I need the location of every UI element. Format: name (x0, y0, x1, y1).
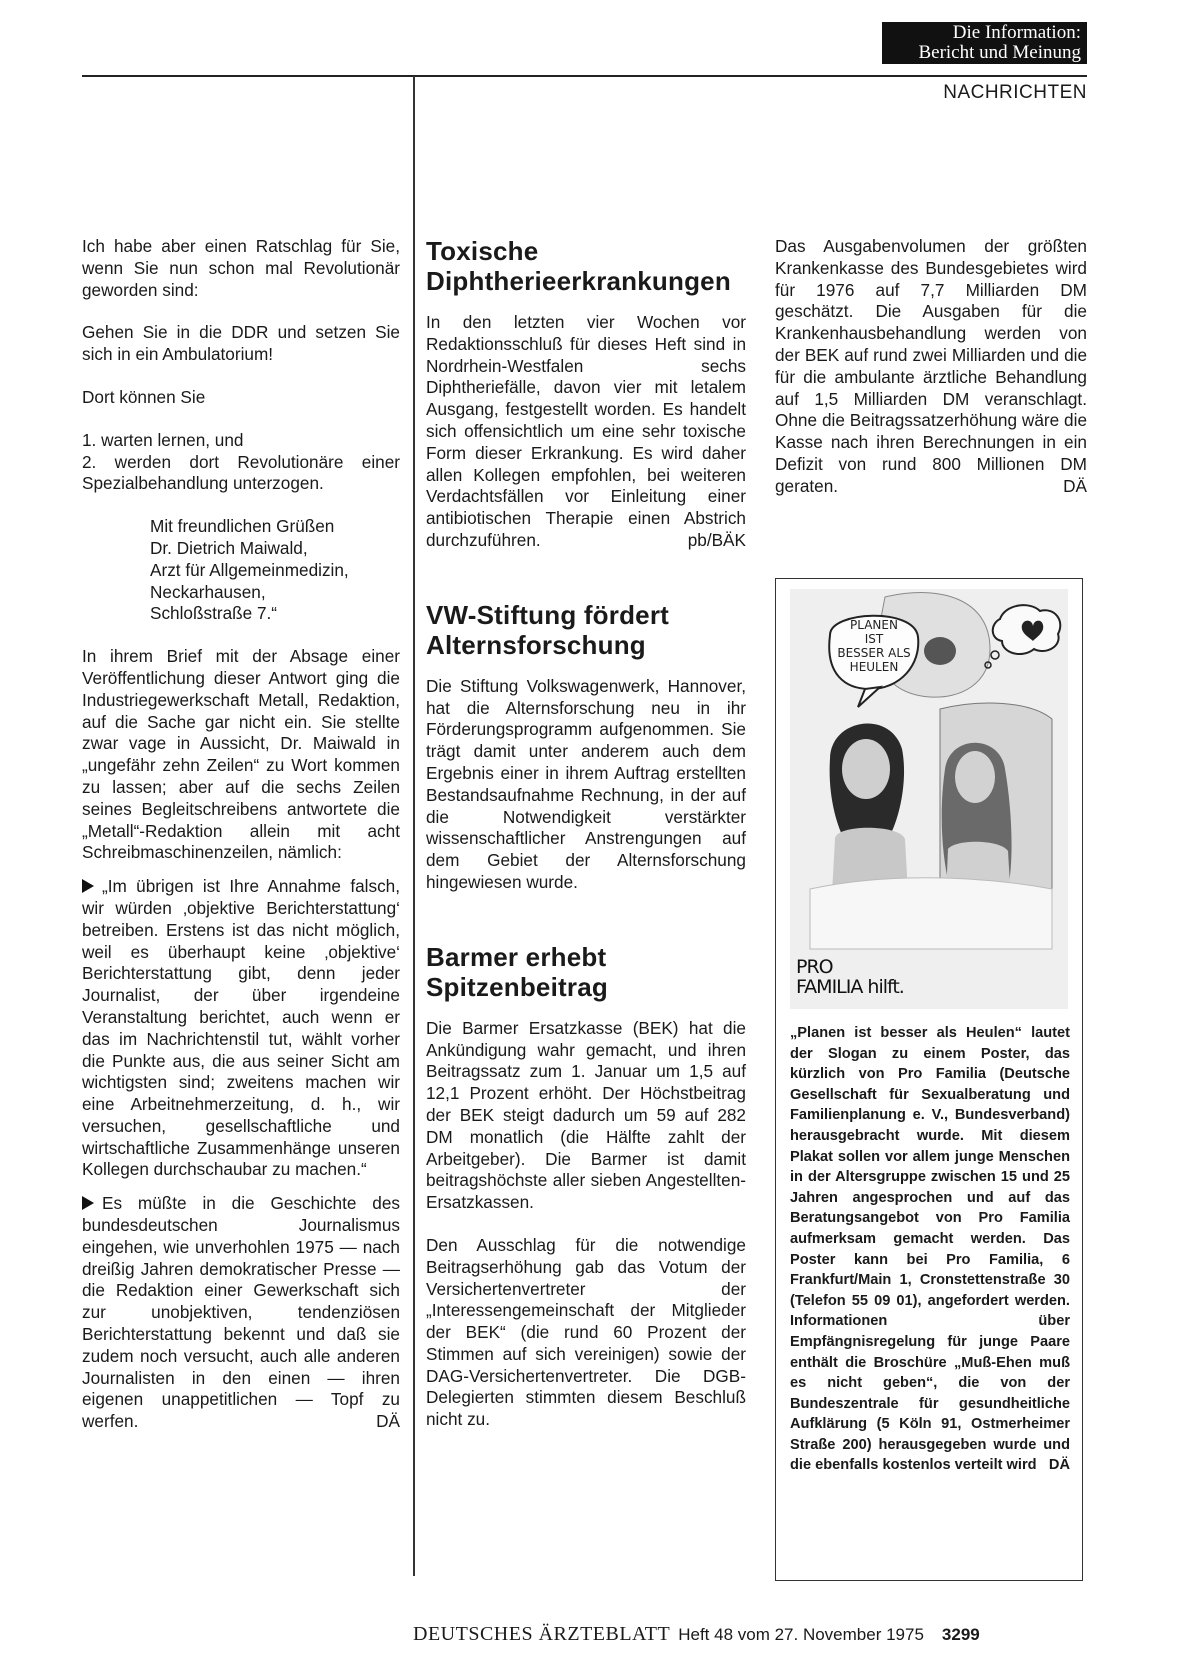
column-middle (426, 236, 746, 1431)
signature-line: Mit freundlichen Grüßen (150, 516, 335, 537)
logo-text: FAMILIA hilft. (796, 976, 904, 998)
header-label-box (882, 22, 1087, 64)
article-paragraph (775, 236, 1087, 498)
column-left (82, 236, 400, 1433)
signature-line: Neckarhausen, (150, 581, 266, 602)
signature-line: Dr. Dietrich Maiwald, (150, 537, 308, 558)
author-sign: pb/BÄK (687, 529, 746, 550)
article-paragraph: Die Stiftung Volkswagenwerk, Hannover, hat die Alternsforschung neu in ihr Förderungsprogramm aufgenommen. Sie trägt damit unter anderem auch dem Ergebnis einer in ihrem Auftrag erstellten Bestandsaufnahme Rechnung, in der auf die Notwendigkeit verstärkter wissenschaftlicher Anstrengungen auf dem Gebiet der Alternsforschung hingewiesen wurde. (426, 675, 746, 892)
article-headline: Barmer erhebt Spitzenbeitrag (426, 941, 608, 1002)
letter-list-item: 2. werden dort Revolutionäre einer Spezialbehandlung unterzogen. (82, 451, 400, 494)
article-paragraph (82, 1193, 400, 1433)
bullet-triangle-icon (82, 879, 94, 893)
page-footer (413, 1623, 980, 1646)
letter-list-item: 1. warten lernen, und (82, 429, 244, 450)
header-label-line1: Die Information: (952, 22, 1081, 43)
caption-text: „Planen ist besser als Heulen“ lautet der Slogan zu einem Poster, das kürzlich von Pro Familia (Deutsche Gesellschaft für Sexualberatung und Familienplanung e. V., Bundesverband) herausgebracht wurde. Mit diesem Plakat sollen vor allem junge Menschen in der Altersgruppe zwischen 15 und 25 Jahren angesprochen und auf das Beratungsangebot von Pro Familia aufmerksam gemacht werden. Das Poster kann bei Pro Familia, 6 Frankfurt/Main 1, Cronstettenstraße 30 (Telefon 55 09 01), angefordert werden. Informationen über Empfängnisregelung für junge Paare enthält die Broschüre „Muß-Ehen muß es nicht geben“, die von der Bundeszentrale für gesundheitliche Aufklärung (5 Köln 91, Ostmerheimer Straße 200) herausgegeben wurde und die ebenfalls kostenlos verteilt wird (790, 1025, 1070, 1474)
top-rule (82, 75, 1087, 77)
author-sign: DÄ (376, 1411, 400, 1432)
article-headline: Toxische Diphtherieerkrankungen (426, 236, 731, 296)
bullet-triangle-icon (82, 1196, 94, 1210)
letter-paragraph: Ich habe aber einen Ratschlag für Sie, wenn Sie nun schon mal Revolutionär geworden sind: (82, 236, 400, 300)
section-title: NACHRICHTEN (943, 82, 1087, 103)
column-divider (413, 76, 415, 1576)
quote-text: „Im übrigen ist Ihre Annahme falsch, wir würden ‚objektive Berichterstattung‘ betreiben. Erstens ist das nicht möglich, weil es überhaupt keine ‚objektive‘ Berichterstattung gibt, denn jeder Journalist, der über irgendeine Veranstaltung berichtet, auch wenn er das im Nachrichtenstil tut, wählt vorher die Punkte aus, die aus seiner Sicht am wichtigsten sind; zweitens machen wir eine Arbeitnehmerzeitung, d. h., wir versuchen, gesellschaftliche und wirtschaftliche Zusammenhänge unseren Kollegen durchschaubar zu machen.“ (82, 876, 400, 1180)
letter-paragraph: Dort können Sie (82, 386, 206, 407)
signature-line: Arzt für Allgemeinmedizin, (150, 559, 349, 580)
bubble-text: IST (864, 632, 884, 646)
signature-line: Schloßstraße 7.“ (150, 603, 278, 624)
paragraph-text: In den letzten vier Wochen vor Redaktionsschluß für dieses Heft sind in Nordrhein-Westfalen sechs Diphtheriefälle, davon vier mit letalem Ausgang, festgestellt worden. Es handelt sich offensichtlich um eine sehr toxische Form dieser Erkrankung. Es wird daher allen Kollegen empfohlen, bei weiteren Verdachtsfällen vor Einleitung einer antibiotischen Therapie einen Abstrich durchzuführen. (426, 312, 746, 550)
bubble-text: HEULEN (849, 660, 899, 674)
article-paragraph: Den Ausschlag für die notwendige Beitragserhöhung gab das Votum der Versichertenvertreter der „Interessengemeinschaft der Mitglieder der BEK“ (die rund 60 Prozent der Stimmen auf sich vereinigen) sowie der DAG-Versichertenvertreter. Die DGB-Delegierten stimmten diesem Beschluß nicht zu. (426, 1234, 746, 1430)
article-paragraph: Die Barmer Ersatzkasse (BEK) hat die Ankündigung wahr gemacht, und ihren Beitragssatz zum 1. Januar um 1,5 auf 12,1 Prozent erhöht. Der Höchstbeitrag der BEK steigt dadurch um 59 auf 282 DM monatlich (die Hälfte zahlt der Arbeitgeber). Die Barmer ist damit beitragshöchste aller sieben Angestellten-Ersatzkassen. (426, 1017, 746, 1213)
poster-caption (790, 1023, 1070, 1476)
bubble-text: BESSER ALS (837, 646, 911, 660)
paragraph-text: Es müßte in die Geschichte des bundesdeutschen Journalismus eingehen, wie unverhohlen 1975 — nach dreißig Jahren demokratischer Presse — die Redaktion einer Gewerkschaft sich zur unobjektiven, tendenziösen Berichterstattung bekennt und daß sie zudem noch versucht, auch alle anderen Journalisten in den einen — ihren eigenen unappetitlichen — Topf zu werfen. (82, 1193, 400, 1432)
article-paragraph (426, 312, 746, 552)
quote-paragraph (82, 876, 400, 1181)
paragraph-text: Das Ausgabenvolumen der größten Krankenkasse des Bundesgebietes wird für 1976 auf 7,7 Milliarden DM geschätzt. Die Ausgaben für die Krankenhausbehandlung werden von der BEK auf rund zwei Milliarden und die für die ambulante ärztliche Behandlung auf 1,5 Milliarden DM veranschlagt. Ohne die Beitragssatzerhöhung wäre die Kasse nach ihren Berechnungen in ein Defizit von rund 800 Millionen DM geraten. (775, 236, 1087, 496)
poster-box (775, 578, 1083, 1581)
logo-text: PRO (796, 956, 833, 978)
issue-info: Heft 48 vom 27. November 1975 (678, 1625, 924, 1644)
bubble-text: PLANEN (850, 618, 898, 632)
poster-image (790, 589, 1068, 1009)
author-sign: DÄ (1048, 1457, 1070, 1474)
header-label-line2: Bericht und Meinung (918, 42, 1081, 63)
article-headline: VW-Stiftung fördert Alternsforschung (426, 599, 670, 660)
poster-illustration (790, 589, 1068, 1009)
letter-paragraph: Gehen Sie in die DDR und setzen Sie sich in ein Ambulatorium! (82, 322, 400, 365)
column-right (775, 236, 1087, 498)
page-number: 3299 (941, 1625, 980, 1644)
article-paragraph: In ihrem Brief mit der Absage einer Veröffentlichung dieser Antwort ging die Industriegewerkschaft Metall, Redaktion, auf die Sache gar nicht ein. Sie stellte zwar vage in Aussicht, Dr. Maiwald in „ungefähr zehn Zeilen“ zu Wort kommen zu lassen; aber auf die sechs Zeilen seines Begleitschreibens antwortete die „Metall“-Redaktion allein mit acht Schreibmaschinenzeilen, nämlich: (82, 646, 400, 863)
author-sign: DÄ (1063, 475, 1087, 496)
journal-name: DEUTSCHES ÄRZTEBLATT (413, 1623, 671, 1645)
